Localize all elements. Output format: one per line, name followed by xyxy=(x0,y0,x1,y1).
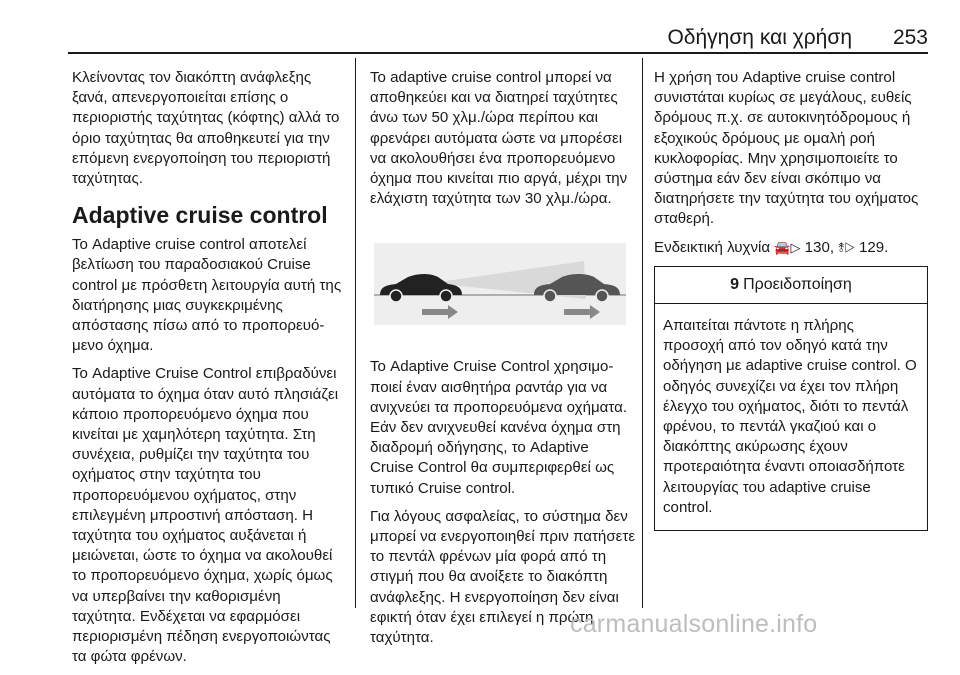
warning-header xyxy=(655,267,927,304)
header-title: Οδήγηση και χρήση xyxy=(667,26,852,49)
column-divider xyxy=(642,58,643,608)
paragraph: Το Adaptive Cruise Control επιβραδύνει αυτόματα το όχημα όταν αυτό πλησιάζει κάποιο προπορευόμενο όχημα που κινείται με χαμηλότερη ταχύτητα. Στη συνέχεια, ρυθμίζει την ταχύτητα του οχήματος στην ταχύτητα του προπορευόμενου οχήματος, στην επιλεγμένη μπροστινή απόσταση. Η ταχύτητα του οχήματος αυξάνεται ή μειώνεται, ώστε το όχημα να ακολουθεί το προπορευόμενο όχημα, χωρίς όμως να υπερβαίνει την καθορισμένη ταχύτητα. Ενδέχεται να εφαρμόσει περιορισμένη πέδηση ενεργοποιώντας τα φώτα φρένων. xyxy=(72,365,339,666)
car-lamp-icon: 🚘 xyxy=(774,239,791,255)
indicator-reference xyxy=(654,238,928,258)
page-ref[interactable]: 129. xyxy=(854,238,889,256)
reference-arrow-icon: ▷ xyxy=(790,239,801,255)
section-title: Adaptive cruise control xyxy=(72,202,328,229)
page-ref[interactable]: 130, xyxy=(800,238,839,256)
column-right xyxy=(654,68,928,531)
page-number: 253 xyxy=(892,26,928,49)
warning-text: Απαιτείται πάντοτε η πλήρης προσοχή από τον οδηγό κατά την οδήγηση με adaptive cruise control. Ο οδηγός συνεχίζει να έχει τον πλήρη έλεγχο του οχήματος, διότι το πεντάλ φρένου, το πεντάλ γκαζιού και ο διακόπτης ακύρωσης έχουν προτεραιότητα έναντι οποιασδήποτε λειτουργίας του adaptive cruise control. xyxy=(663,317,917,516)
column-left xyxy=(72,68,348,675)
cruise-lamp-icon: ⥉ xyxy=(838,239,845,255)
radar-following-illustration xyxy=(374,243,626,325)
column-middle xyxy=(370,68,636,656)
paragraph: Το adaptive cruise control μπορεί να αποθηκεύει και να διατηρεί ταχύτητες άνω των 50 χλμ./ώρα περίπου και φρενάρει αυτόματα ώστε να μπορέσει να ακολουθήσει ένα προπορευόμενο όχημα που κινείται πιο αργά, μέχρι την ελάχιστη ταχύτητα των 30 χλμ./ώρα. xyxy=(370,69,628,208)
column-divider xyxy=(355,58,356,608)
reference-arrow-icon: ▷ xyxy=(844,239,855,255)
paragraph: Το Adaptive Cruise Control χρησιμοποιεί έναν αισθητήρα ραντάρ για να ανιχνεύει τα προπορευόμενα οχήματα. Εάν δεν ανιχνευθεί κανένα όχημα στη διαδρομή οδήγησης, το Adaptive Cruise Control θα συμπεριφερθεί ως τυπικό Cruise control. xyxy=(370,358,628,497)
warning-box xyxy=(654,266,928,531)
warning-title: Προειδοποίηση xyxy=(743,275,852,293)
warning-icon: 9 xyxy=(730,275,740,293)
paragraph: Για λόγους ασφαλείας, το σύστημα δεν μπορεί να ενεργοποιηθεί πριν πατήσετε το πεντάλ φρένων μία φορά από τη στιγμή που θα ανοίξετε το διακόπτη ανάφλεξης. Η ενεργοποίηση δεν είναι εφικτή όταν έχει επιλεγεί η πρώτη ταχύτητα. xyxy=(370,507,636,647)
header-rule xyxy=(68,52,928,54)
lamps-label: Ενδεικτική λυχνία xyxy=(654,238,775,256)
paragraph: Κλείνοντας τον διακόπτη ανάφλεξης ξανά, απενεργοποιείται επίσης ο περιοριστής ταχύτητας (κόφτης) αλλά το όριο ταχύτητας θα αποθηκευτεί για την επόμενη ενεργοποίηση του περιοριστή ταχύτητας. xyxy=(72,69,340,188)
page-header xyxy=(0,0,960,54)
paragraph: Το Adaptive cruise control αποτελεί βελτίωση του παραδοσιακού Cruise control με πρόσθετη λειτουργία αυτή της διατήρησης μιας συγκεκριμένης απόστασης πίσω από το προπορευόμενο όχημα. xyxy=(72,236,342,355)
watermark: carmanualsonline.info xyxy=(570,610,818,638)
paragraph: Η χρήση του Adaptive cruise control συνιστάται κυρίως σε μεγάλους, ευθείς δρόμους π.χ. σε αυτοκινητόδρομους ή εξοχικούς δρόμους με ομαλή ροή κυκλοφορίας. Μην χρησιμοποιείτε το σύστημα εάν δεν είναι σκόπιμο να διατηρήσετε την ταχύτητα του οχήματος σταθερή. xyxy=(654,69,919,228)
